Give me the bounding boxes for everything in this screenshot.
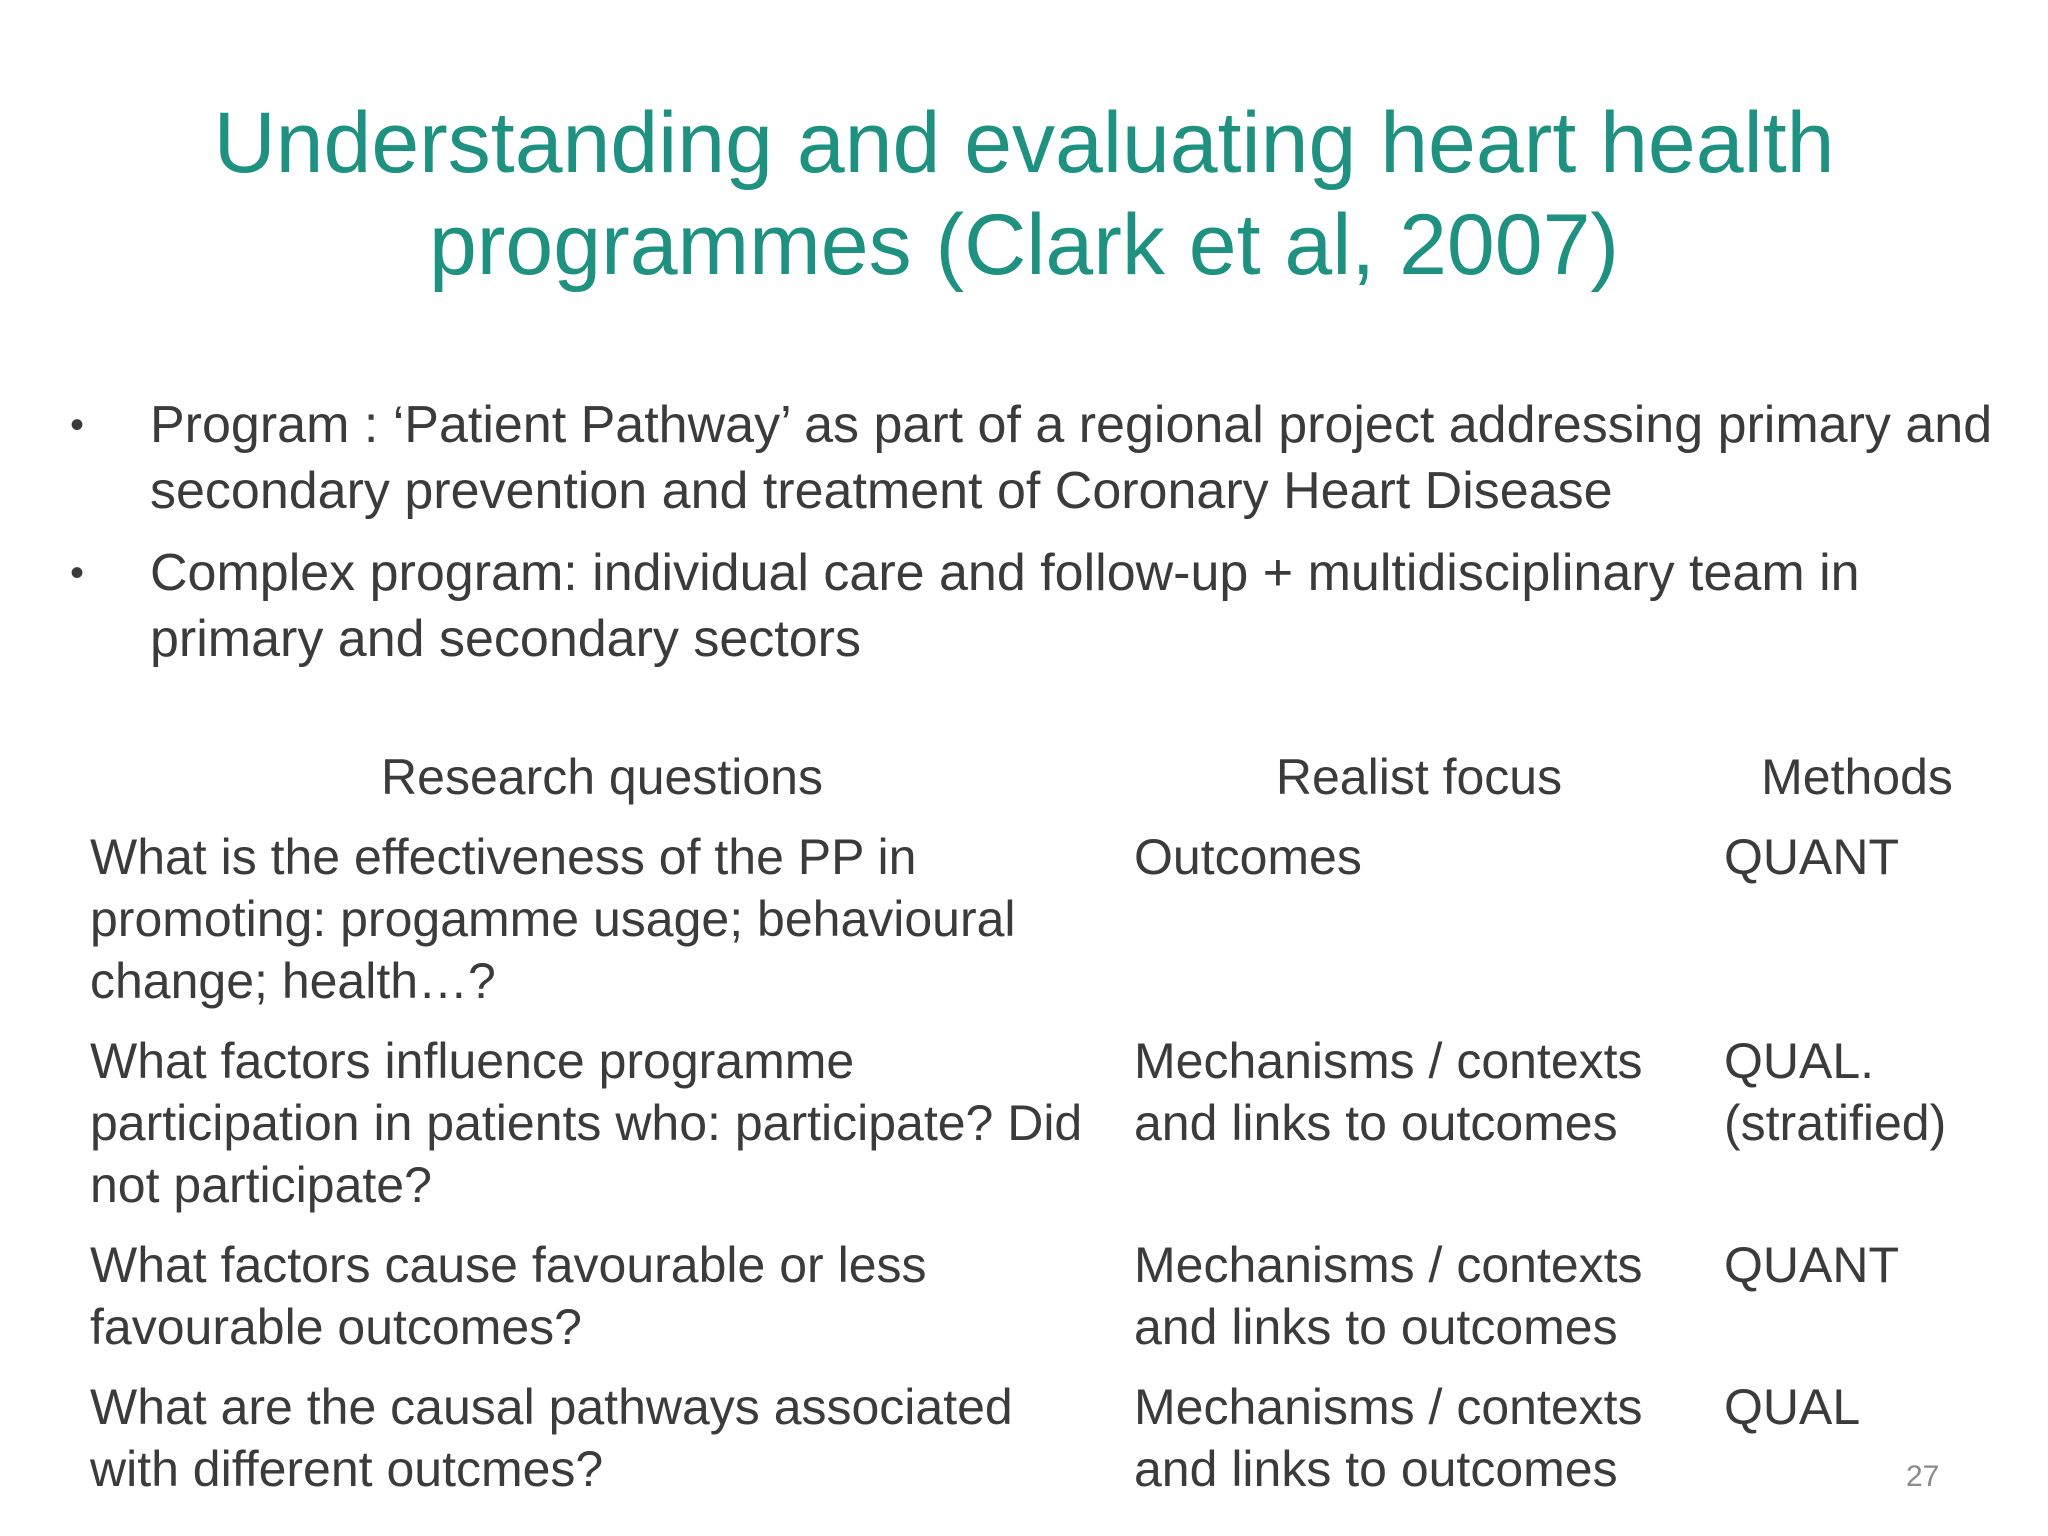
cell-focus: Mechanisms / contexts and links to outcomes [1134, 1237, 1643, 1355]
table-row [80, 820, 2000, 1024]
cell-method: QUAL [1724, 1379, 1861, 1435]
page-number: 27 [1906, 1460, 1940, 1493]
header-realist-focus: Realist focus [1275, 749, 1563, 805]
table-row [80, 1024, 2000, 1228]
cell-focus: Mechanisms / contexts and links to outcomes [1134, 1033, 1643, 1151]
title-line-1: Understanding and evaluating heart health [213, 95, 1835, 191]
header-research-questions: Research questions [381, 749, 823, 805]
bullet-dot-icon: • [70, 403, 85, 447]
cell-focus: Mechanisms / contexts and links to outcomes [1134, 1379, 1643, 1497]
bullet-item [70, 540, 2010, 672]
cell-method: QUAL. (stratified) [1724, 1033, 1947, 1151]
cell-question: What factors cause favourable or less favourable outcomes? [90, 1237, 927, 1355]
research-table [80, 738, 2000, 1512]
bullet-text: Complex program: individual care and follow-up + multidisciplinary team in primary and secondary sectors [150, 544, 1860, 668]
header-methods: Methods [1761, 749, 1953, 805]
table-row [80, 1228, 2000, 1370]
title-line-2: programmes (Clark et al, 2007) [428, 197, 1620, 293]
slide-title [0, 92, 2048, 296]
cell-method: QUANT [1724, 829, 1899, 885]
cell-method: QUANT [1724, 1237, 1899, 1293]
table-row [80, 1370, 2000, 1512]
bullet-text: Program : ‘Patient Pathway’ as part of a regional project addressing primary and secondary prevention and treatment of Coronary Heart Disease [150, 396, 1993, 520]
cell-question: What factors influence programme participation in patients who: participate? Did not participate? [90, 1033, 1083, 1213]
bullet-item [70, 392, 2010, 524]
bullet-list [70, 392, 2010, 688]
cell-focus: Outcomes [1134, 829, 1362, 885]
cell-question: What is the effectiveness of the PP in promoting: progamme usage; behavioural change; health…? [90, 829, 1016, 1009]
cell-question: What are the causal pathways associated with different outcmes? [90, 1379, 1013, 1497]
bullet-dot-icon: • [70, 551, 85, 595]
table-header-row [80, 738, 2000, 820]
